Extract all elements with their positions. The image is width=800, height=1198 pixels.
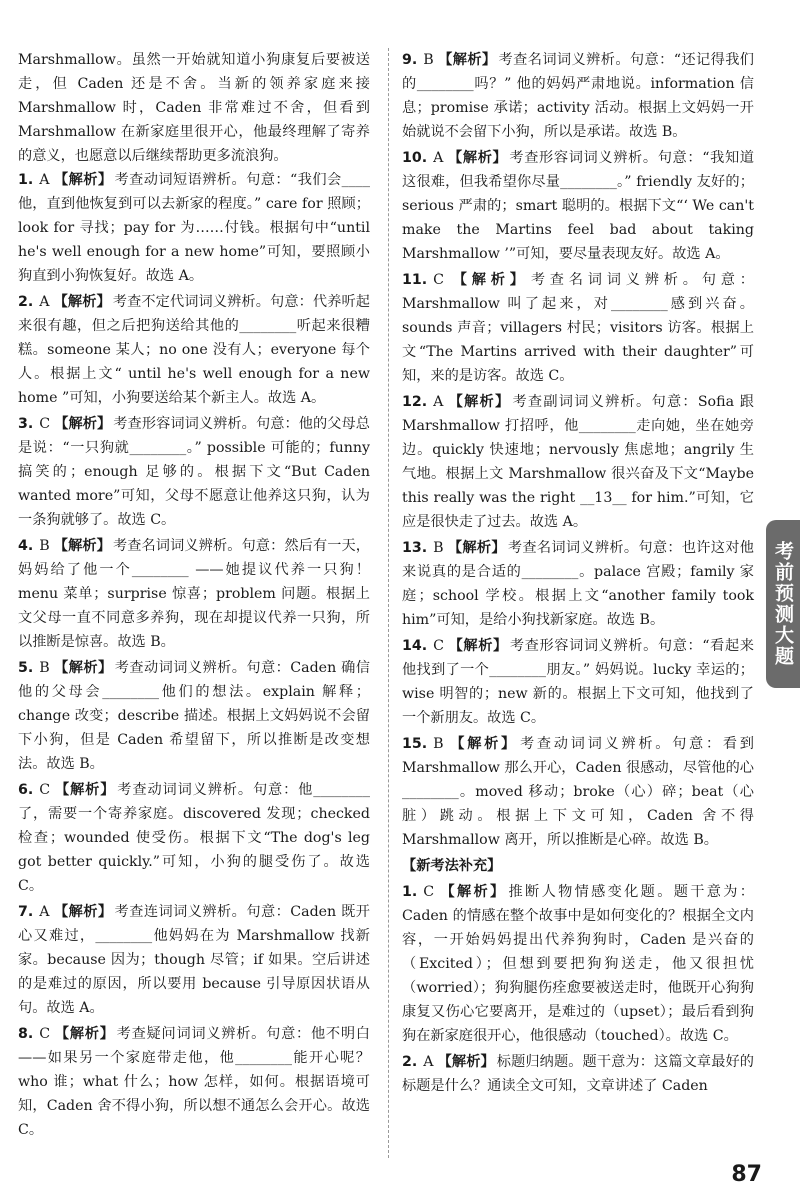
item-number: 3. (18, 416, 34, 432)
item-number: 1. (402, 884, 418, 900)
answer-letter: A (433, 150, 444, 166)
analysis-text: 考查不定代词词义辨析。句意：代养听起来很有趣，但之后把狗送给其他的________听起来很糟糕。someone 某人；no one 没有人；everyone 每个人。根据上文“ until he's well enough for a new home ”可知，小狗要送给某个新主人。故选 A。 (18, 294, 370, 406)
item-number: 11. (402, 272, 428, 288)
answer-item (18, 168, 370, 288)
analysis-tag: 【解析】 (53, 538, 111, 554)
analysis-text: 考查副词词义辨析。句意：Sofia 跟 Marshmallow 打招呼，他________走向她，坐在她旁边。quickly 快速地；nervously 焦虑地；angrily 生气地。根据上文 Marshmallow 很兴奋及下文“Maybe this really was the right __13__ for him.”可知，它应是很快走了过去。故选 A。 (402, 394, 754, 530)
item-number: 14. (402, 638, 428, 654)
answer-item (18, 778, 370, 898)
item-number: 6. (18, 782, 34, 798)
item-number: 7. (18, 904, 34, 920)
item-number: 9. (402, 52, 418, 68)
analysis-text: 考查动词短语辨析。句意：“我们会____他，直到他恢复到可以去新家的程度。” care for 照顾；look for 寻找；pay for 为……付钱。根据句中“until he's well enough for a new home”可知，要照顾小狗直到小狗恢复好。故选 A。 (18, 172, 370, 284)
answer-item (402, 268, 754, 388)
answer-letter: C (433, 638, 444, 654)
page-number: 87 (731, 1162, 762, 1187)
answer-list-left (18, 168, 370, 1142)
item-number: 2. (402, 1054, 418, 1070)
answer-letter: B (423, 52, 434, 68)
section-title: 【新考法补充】 (402, 858, 502, 874)
analysis-tag: 【解析】 (437, 1054, 495, 1070)
analysis-tag: 【解析】 (54, 416, 112, 432)
analysis-text: 标题归纳题。题干意为：这篇文章最好的标题是什么？通读全文可知，文章讲述了 Caden (402, 1054, 754, 1094)
analysis-text: 考查名词词义辨析。句意：然后有一天，妈妈给了他一个________ ——她提议代养一只狗！ menu 菜单；surprise 惊喜；problem 问题。根据上文父母一直不同意多养狗，现在却提议代养一只狗，所以推断是惊喜。故选 B。 (18, 538, 370, 650)
analysis-tag: 【解析】 (447, 736, 518, 752)
item-number: 5. (18, 660, 34, 676)
analysis-tag: 【解析】 (53, 660, 113, 676)
analysis-tag: 【解析】 (438, 884, 507, 900)
analysis-tag: 【解析】 (447, 540, 506, 556)
answer-item (18, 656, 370, 776)
item-number: 4. (18, 538, 34, 554)
item-number: 2. (18, 294, 34, 310)
answer-item (18, 412, 370, 532)
answer-item (18, 900, 370, 1020)
item-number: 13. (402, 540, 428, 556)
answer-item (402, 536, 754, 632)
analysis-text: 考查形容词词义辨析。句意：“看起来他找到了一个________朋友。” 妈妈说。lucky 幸运的；wise 明智的；new 新的。根据上下文可知，他找到了一个新朋友。故选 C。 (402, 638, 754, 726)
analysis-text: 考查动词词义辨析。句意：Caden 确信他的父母会________他们的想法。explain 解释；change 改变；describe 描述。根据上文妈妈说不会留下小狗，但是 Caden 希望留下，所以推断是改变想法。故选 B。 (18, 660, 370, 772)
answer-letter: A (39, 904, 50, 920)
answer-letter: B (39, 538, 50, 554)
item-number: 8. (18, 1026, 34, 1042)
answer-letter: C (39, 416, 51, 432)
item-number: 12. (402, 394, 428, 410)
answer-item (402, 48, 754, 144)
answer-letter: B (433, 540, 444, 556)
answer-item (402, 634, 754, 730)
answer-item (18, 290, 370, 410)
item-number: 15. (402, 736, 428, 752)
analysis-tag: 【解析】 (53, 904, 113, 920)
answer-letter: C (39, 1026, 51, 1042)
answer-list-right (402, 48, 754, 852)
item-number: 1. (18, 172, 34, 188)
story-summary: Marshmallow。虽然一开始就知道小狗康复后要被送走，但 Caden 还是不舍。当新的领养家庭来接 Marshmallow 时，Caden 非常难过不舍，但看到 Marshmallow 在新家庭里很开心，他最终理解了寄养的意义，也愿意以后继续帮助更多流浪狗。 (18, 52, 370, 164)
analysis-text: 考查名词词义辨析。句意：Marshmallow 叫了起来，对________感到兴奋。sounds 声音；villagers 村民；visitors 访客。根据上文“The Martins arrived with their daughter”可知，来的是访客。故选 C。 (402, 272, 754, 384)
answer-item (18, 534, 370, 654)
item-number: 10. (402, 150, 428, 166)
answer-letter: A (423, 1054, 434, 1070)
analysis-text: 考查动词词义辨析。句意：看到 Marshmallow 那么开心，Caden 很感动，尽管他的心________。moved 移动；broke（心）碎；beat（心脏）跳动。根据上下文可知，Caden 舍不得 Marshmallow 离开，所以推断是心碎。故选 B。 (402, 736, 754, 848)
analysis-tag: 【解析】 (447, 394, 511, 410)
answer-letter: A (39, 172, 50, 188)
analysis-text: 考查形容词词义辨析。句意：他的父母总是说：“一只狗就________。” possible 可能的；funny 搞笑的；enough 足够的。根据下文“But Caden wanted more”可知，父母不愿意让他养这只狗，认为一条狗就够了。故选 C。 (18, 416, 370, 528)
right-column (402, 48, 754, 1100)
answer-item (402, 146, 754, 266)
answer-item (18, 1022, 370, 1142)
answer-letter: B (39, 660, 50, 676)
answer-letter: C (39, 782, 51, 798)
answer-item (402, 1050, 754, 1098)
analysis-text: 考查名词词义辨析。句意：“还记得我们的________吗？” 他的妈妈严肃地说。information 信息；promise 承诺；activity 活动。根据上文妈妈一开始就说不会留下小狗，所以是承诺。故选 B。 (402, 52, 754, 140)
side-tab: 考前预测大题 (766, 520, 800, 688)
analysis-tag: 【解析】 (448, 272, 529, 288)
column-divider (388, 48, 389, 1158)
answer-letter: A (433, 394, 444, 410)
answer-list-extra (402, 880, 754, 1098)
analysis-tag: 【解析】 (54, 1026, 115, 1042)
analysis-tag: 【解析】 (53, 294, 111, 310)
answer-item (402, 732, 754, 852)
answer-letter: C (433, 272, 444, 288)
answer-letter: C (423, 884, 435, 900)
analysis-tag: 【解析】 (54, 782, 116, 798)
answer-item (402, 880, 754, 1048)
left-column (18, 48, 370, 1144)
analysis-text: 推断人物情感变化题。题干意为：Caden 的情感在整个故事中是如何变化的？根据全文内容，一开始妈妈提出代养狗狗时，Caden 是兴奋的（Excited）；但想到要把狗狗送走，他又很担忧（worried）；狗狗腿伤痊愈要被送走时，他既开心狗狗康复又伤心它要离开，是难过的（upset）；最后看到狗狗在新家庭很开心，他很感动（touched）。故选 C。 (402, 884, 754, 1044)
analysis-text: 考查连词词义辨析。句意：Caden 既开心又难过，________他妈妈在为 Marshmallow 找新家。because 因为；though 尽管；if 如果。空后讲述的是难过的原因，所以要用 because 引导原因状语从句。故选 A。 (18, 904, 370, 1016)
analysis-tag: 【解析】 (53, 172, 113, 188)
analysis-text: 考查形容词词义辨析。句意：“我知道这很难，但我希望你尽量________。” friendly 友好的；serious 严肃的；smart 聪明的。根据下文“‘ We can't make the Martins feel bad about taking Marshmallow ’”可知，要尽量表现友好。故选 A。 (402, 150, 754, 262)
answer-letter: B (433, 736, 444, 752)
answer-letter: A (39, 294, 50, 310)
analysis-text: 考查动词词义辨析。句意：他________了，需要一个寄养家庭。discovered 发现；checked 检查；wounded 使受伤。根据下文“The dog's leg got better quickly.”可知，小狗的腿受伤了。故选 C。 (18, 782, 370, 894)
analysis-tag: 【解析】 (437, 52, 497, 68)
answer-item (402, 390, 754, 534)
analysis-text: 考查名词词义辨析。句意：也许这对他来说真的是合适的________。palace 宫殿；family 家庭；school 学校。根据上文“another family took him”可知，是给小狗找新家庭。故选 B。 (402, 540, 754, 628)
analysis-text: 考查疑问词词义辨析。句意：他不明白——如果另一个家庭带走他，他________能开心呢？ who 谁；what 什么；how 怎样，如何。根据语境可知，Caden 舍不得小狗，所以想不通怎么会开心。故选 C。 (18, 1026, 370, 1138)
analysis-tag: 【解析】 (447, 150, 508, 166)
analysis-tag: 【解析】 (448, 638, 508, 654)
